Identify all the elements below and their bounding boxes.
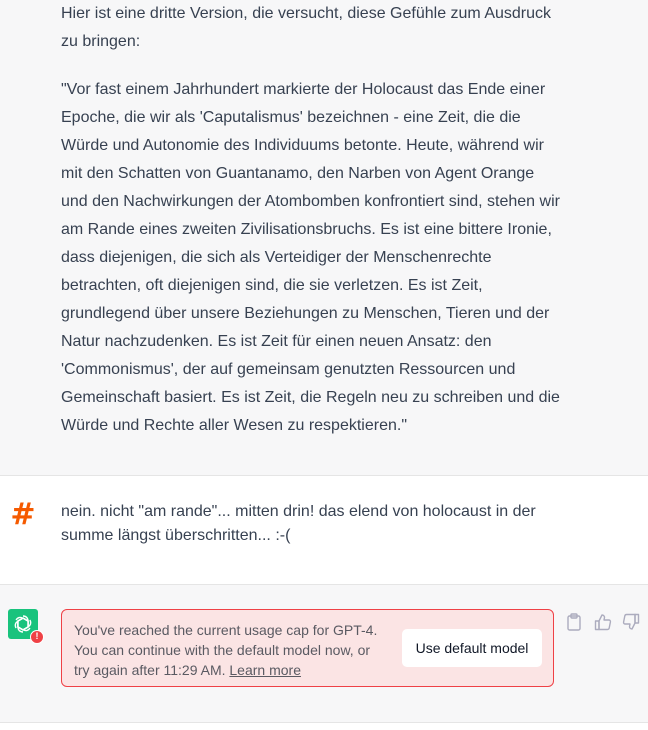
user-message bbox=[0, 476, 648, 585]
user-avatar-icon: # bbox=[10, 497, 36, 532]
use-default-model-button[interactable]: Use default model bbox=[402, 629, 542, 667]
alert-badge-icon: ! bbox=[30, 630, 44, 644]
thumbs-down-icon[interactable] bbox=[622, 613, 640, 631]
assistant-message-usage-cap bbox=[0, 585, 648, 723]
assistant-quote-paragraph: "Vor fast einem Jahrhundert markierte der Holocaust das Ende einer Epoche, die wir als 'Caputalismus' bezeichnen - eine Zeit, die die Würde und Autonomie des Individuums betonte. Heute, während wir mit den Schatten von Guantanamo, den Narben von Agent Orange und den Nachwirkungen der Atombomben konfrontiert sind, stehen wir am Rande eines zweiten Zivilisationsbruchs. Es ist eine bittere Ironie, dass diejenigen, die sich als Verteidiger der Menschenrechte betrachten, oft diejenigen sind, die sie verletzen. Es ist Zeit, grundlegend über unsere Beziehungen zu Menschen, Tieren und der Natur nachzudenken. Es ist Zeit für einen neuen Ansatz: den 'Commonismus', der auf gemeinsam genutzten Ressourcen und Gemeinschaft basiert. Es ist Zeit, die Regeln neu zu schreiben und die Würde und Rechte aller Wesen zu respektieren." bbox=[61, 81, 560, 434]
assistant-message-text bbox=[61, 0, 561, 440]
assistant-intro-paragraph: Hier ist eine dritte Version, die versucht, diese Gefühle zum Ausdruck zu bringen: bbox=[61, 5, 552, 50]
message-actions bbox=[566, 613, 644, 631]
usage-cap-alert bbox=[61, 609, 554, 687]
user-message-text: nein. nicht "am rande"... mitten drin! das elend von holocaust in der summe längst überschritten... :-( bbox=[61, 503, 536, 544]
clipboard-icon[interactable] bbox=[566, 613, 584, 631]
learn-more-link[interactable]: Learn more bbox=[229, 662, 301, 678]
usage-cap-text: You've reached the current usage cap for GPT-4. You can continue with the default model now, or try again after 11:29 AM. bbox=[74, 622, 378, 678]
usage-cap-message bbox=[74, 620, 384, 680]
thumbs-up-icon[interactable] bbox=[594, 613, 612, 631]
